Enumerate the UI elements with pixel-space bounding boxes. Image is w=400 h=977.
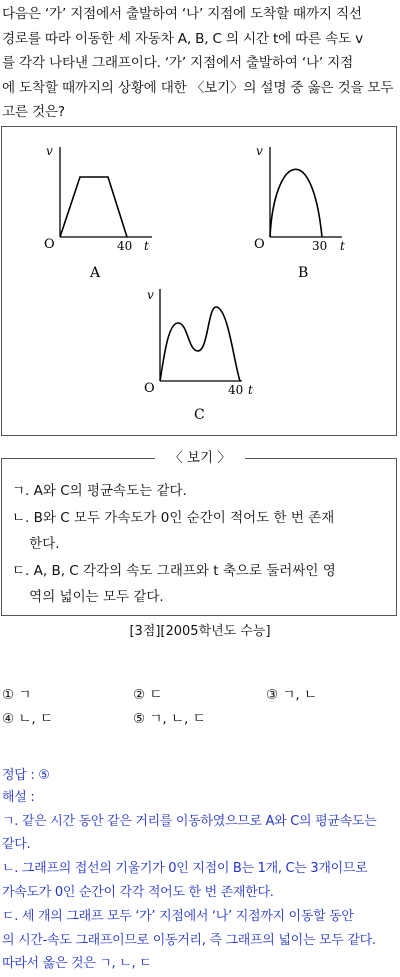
bogi-item: ㄴ. B와 C 모두 가속도가 0인 순간이 적어도 한 번 존재 [12, 510, 335, 526]
question-line: 에 도착할 때까지의 상황에 대한 〈보기〉의 설명 중 옳은 것을 모두 [2, 79, 394, 96]
choice-2[interactable]: ② ㄷ [133, 687, 163, 703]
graph-c-t-label: t [248, 383, 253, 397]
bogi-item: 한다. [12, 536, 60, 552]
question-line: 고른 것은? [2, 104, 65, 120]
question-line: 를 각각 나타낸 그래프이다. ‘가’ 지점에서 출발하여 ‘나’ 지점 [2, 55, 353, 71]
choice-1[interactable]: ① ㄱ [2, 687, 32, 703]
explanation-header: 해설 : [2, 790, 35, 805]
question-line: 다음은 ‘가’ 지점에서 출발하여 ‘나’ 지점에 도착할 때까지 직선 [2, 6, 362, 22]
graph-b-origin: O [254, 237, 265, 252]
choice-5[interactable]: ⑤ ㄱ, ㄴ, ㄷ [133, 711, 206, 727]
source-label: [3점][2005학년도 수능] [129, 624, 271, 639]
graph-b-curve [270, 169, 322, 237]
choice-4[interactable]: ④ ㄴ, ㄷ [2, 711, 54, 727]
graph-c-end-tick: 40 [228, 383, 244, 397]
graph-a-origin: O [44, 237, 55, 252]
explanation-line: 따라서 옳은 것은 ㄱ, ㄴ, ㄷ [2, 956, 152, 971]
bogi-item: ㄱ. A와 C의 평균속도는 같다. [12, 483, 187, 499]
explanation-line: ㄷ. 세 개의 그래프 모두 ‘가’ 지점에서 ‘나’ 지점까지 이동할 동안 [2, 909, 354, 924]
graph-b-v-label: v [256, 144, 263, 158]
choice-3[interactable]: ③ ㄱ, ㄴ [266, 687, 318, 703]
graph-c-origin: O [144, 381, 155, 396]
bogi-item: 역의 넓이는 모두 같다. [12, 589, 164, 605]
graph-a-end-tick: 40 [117, 239, 133, 253]
graph-b-name: B [298, 265, 309, 281]
question-text [2, 2, 398, 125]
explanation-line: ㄱ. 같은 시간 동안 같은 거리를 이동하였으므로 A와 C의 평균속도는 [2, 814, 377, 829]
graph-c-curve [160, 307, 240, 381]
question-line: 경로를 따라 이동한 세 자동차 A, B, C 의 시간 t에 따른 속도 v [2, 30, 363, 47]
explanation-line: ㄴ. 그래프의 접선의 기울기가 0인 지점이 B는 1개, C는 3개이므로 [2, 861, 368, 876]
graph-a-t-label: t [144, 239, 149, 253]
bogi-title: 〈 보기 〉 [155, 448, 245, 468]
graph-a [44, 144, 152, 281]
bogi-item: ㄷ. A, B, C 각각의 속도 그래프와 t 축으로 둘러싸인 영 [12, 563, 336, 579]
graph-a-name: A [90, 265, 101, 281]
answer-line: 정답 : ⑤ [2, 768, 50, 783]
graph-b [254, 144, 345, 281]
graph-a-curve [60, 177, 127, 237]
velocity-graphs [2, 127, 396, 435]
graph-b-end-tick: 30 [312, 239, 328, 253]
graph-c-v-label: v [147, 288, 154, 302]
graph-box [1, 126, 397, 436]
graph-b-t-label: t [340, 239, 345, 253]
explanation-line: 의 시간-속도 그래프이므로 이동거리, 즉 그래프의 넓이는 모두 같다. [2, 933, 376, 948]
graph-c-name: C [194, 407, 205, 423]
graph-c [144, 288, 253, 423]
graph-a-v-label: v [46, 144, 53, 158]
explanation-line: 같다. [2, 837, 31, 852]
explanation-line: 가속도가 0인 순간이 각각 적어도 한 번 존재한다. [2, 885, 274, 900]
